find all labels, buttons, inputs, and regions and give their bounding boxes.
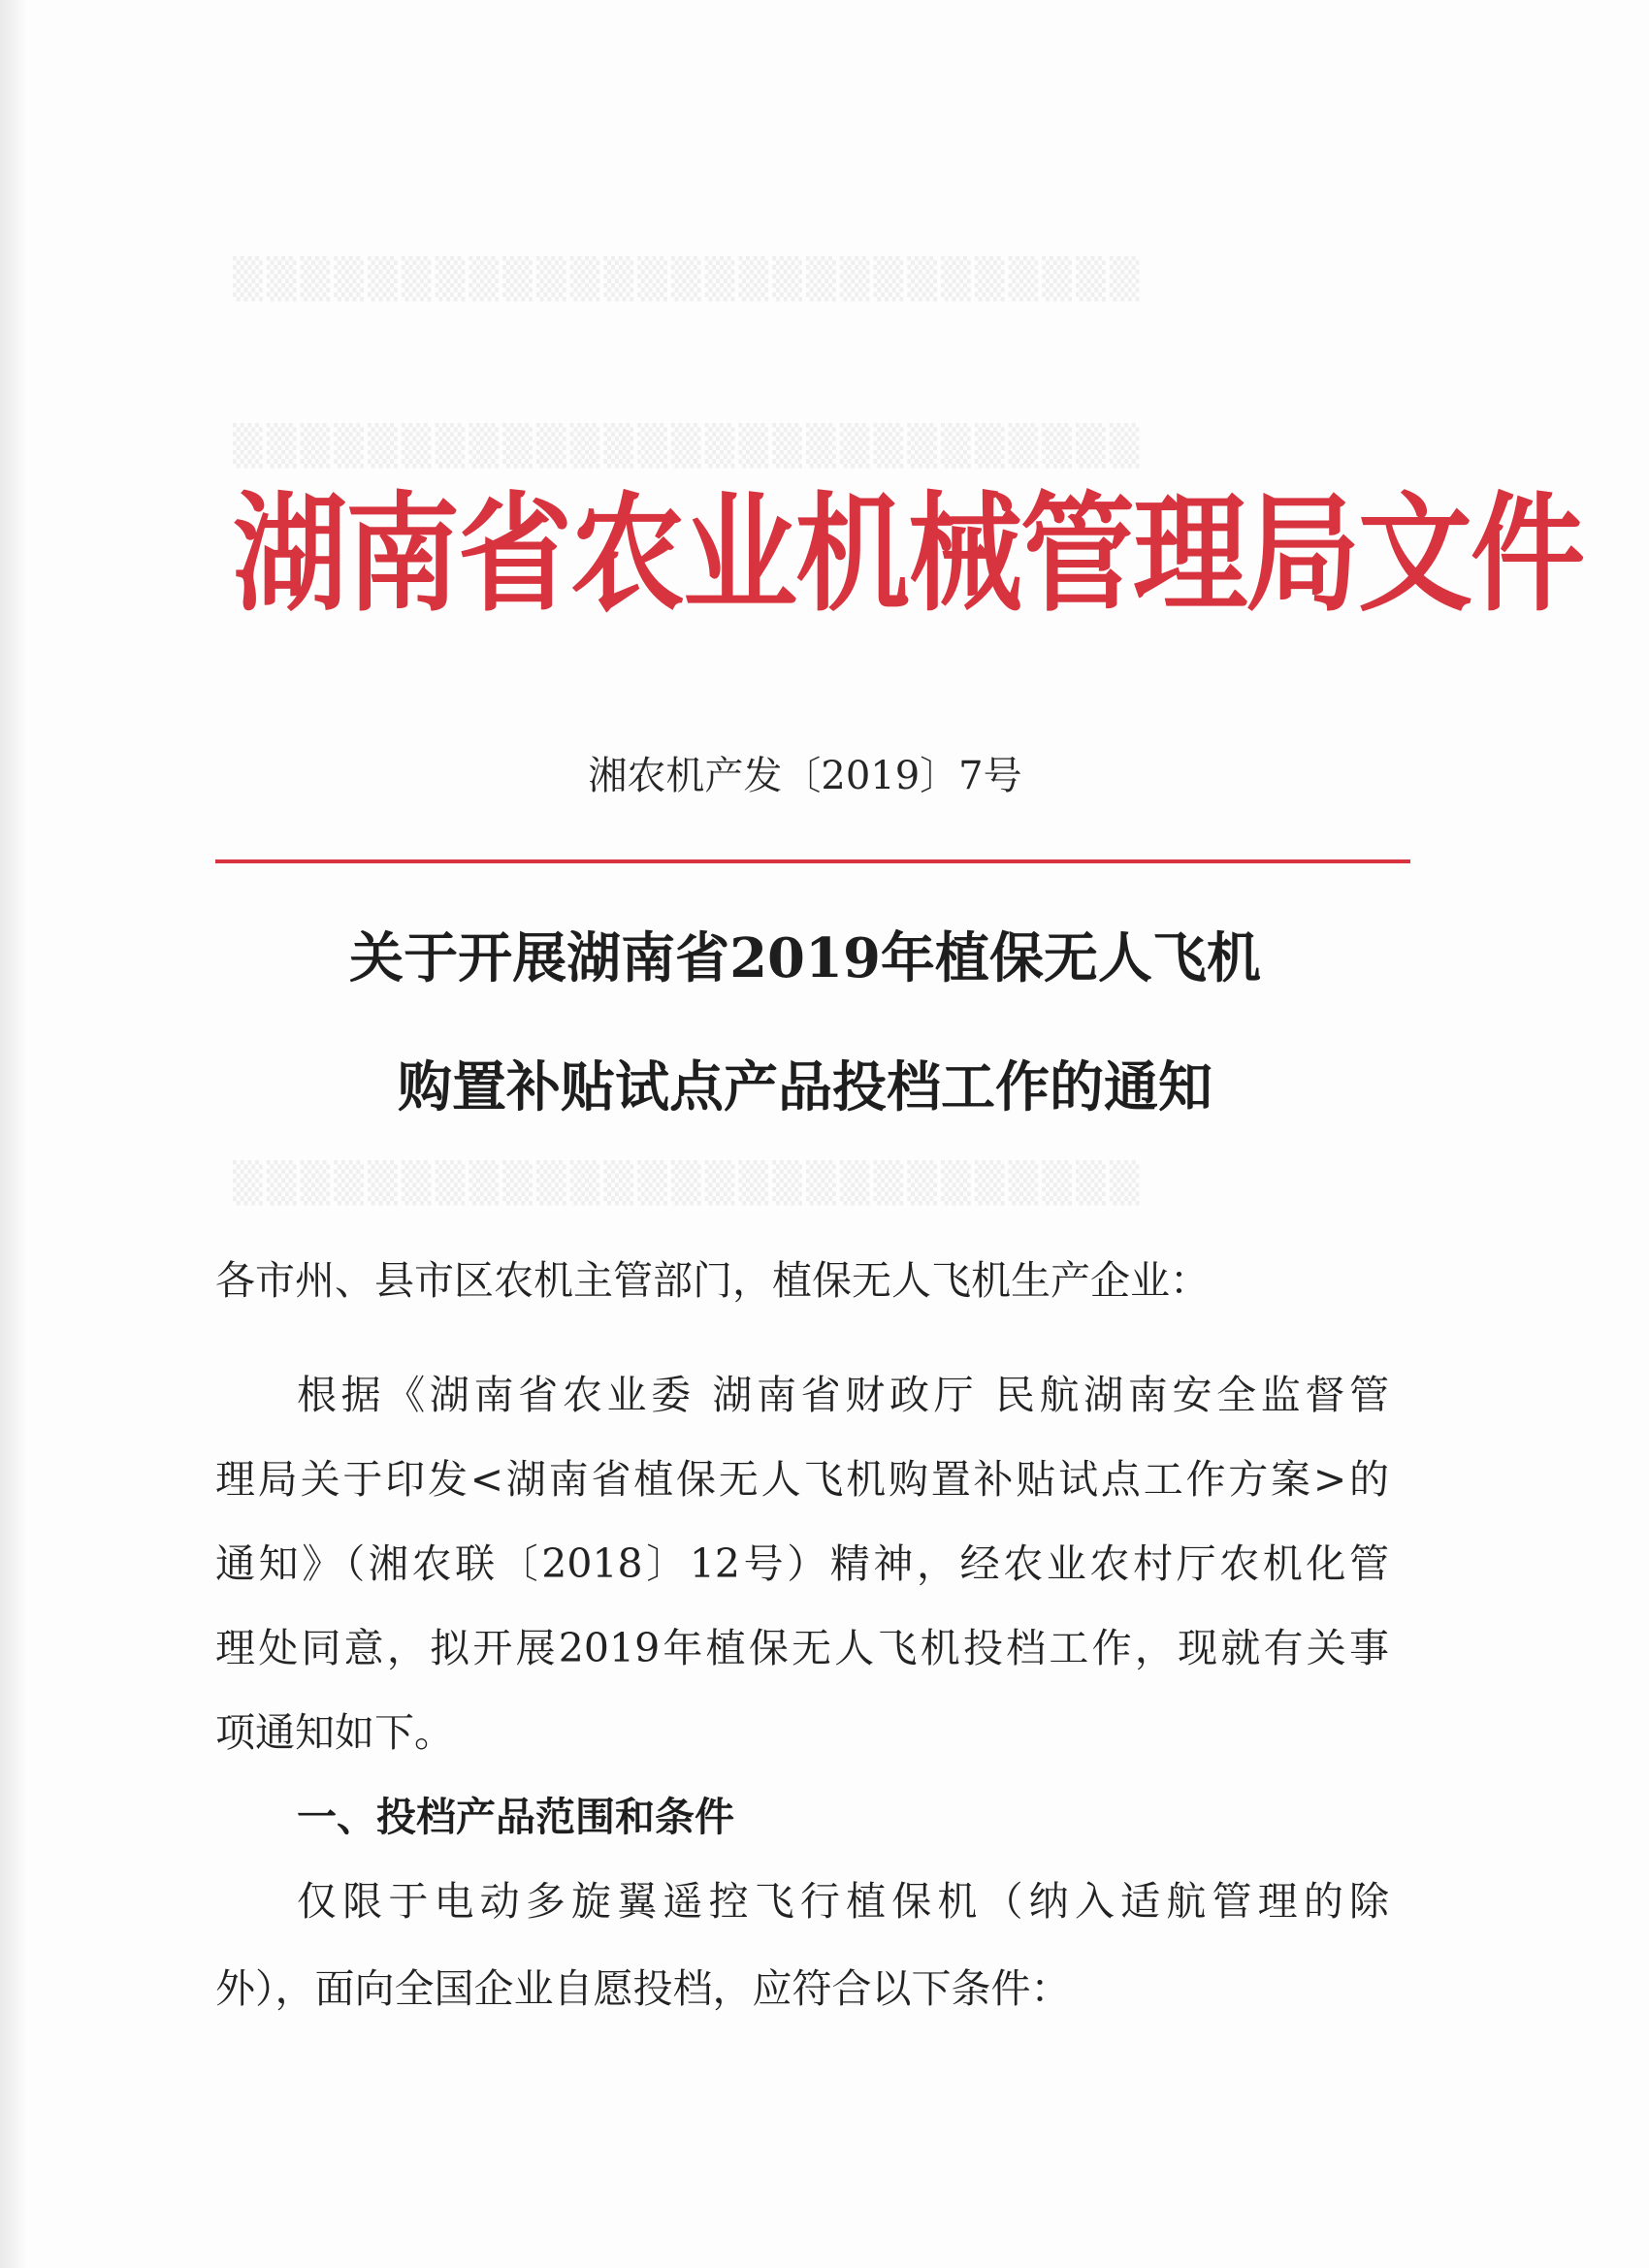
paragraph2-line: 仅限于电动多旋翼遥控飞行植保机（纳入适航管理的除 [297,1878,1389,1925]
scan-edge-shadow [0,0,27,2268]
paragraph1-line: 理处同意，拟开展2019年植保无人飞机投档工作，现就有关事 [215,1625,1389,1671]
section-heading: 一、投档产品范围和条件 [297,1794,734,1840]
bleed-through-decor: ▒▒▒▒▒▒▒▒▒▒▒▒▒▒▒▒▒▒▒▒▒▒▒▒▒▒▒ [233,1161,1144,1206]
notice-title-line-2: 购置补贴试点产品投档工作的通知 [398,1055,1212,1119]
agency-header-title: 湖南省农业机械管理局文件 [233,477,1584,630]
red-separator-rule [215,859,1410,863]
notice-title-line-1: 关于开展湖南省2019年植保无人飞机 [349,926,1261,990]
paragraph1-line: 理局关于印发<湖南省植保无人飞机购置补贴试点工作方案>的 [215,1456,1389,1503]
paragraph2-line: 外），面向全国企业自愿投档，应符合以下条件： [215,1965,1071,2012]
bleed-through-decor: ▒▒▒▒▒▒▒▒▒▒▒▒▒▒▒▒▒▒▒▒▒▒▒▒▒▒▒ [233,424,1144,469]
paragraph1-line: 项通知如下。 [215,1709,454,1756]
bleed-through-decor: ▒▒▒▒▒▒▒▒▒▒▒▒▒▒▒▒▒▒▒▒▒▒▒▒▒▒▒ [233,257,1144,302]
paragraph1-line: 通知》（湘农联〔2018〕12号）精神，经农业农村厅农机化管 [215,1540,1389,1587]
recipients-line: 各市州、县市区农机主管部门，植保无人飞机生产企业： [215,1257,1210,1304]
paragraph1-line: 根据《湖南省农业委 湖南省财政厅 民航湖南安全监督管 [297,1372,1389,1418]
document-number: 湘农机产发〔2019〕7号 [588,754,1022,798]
